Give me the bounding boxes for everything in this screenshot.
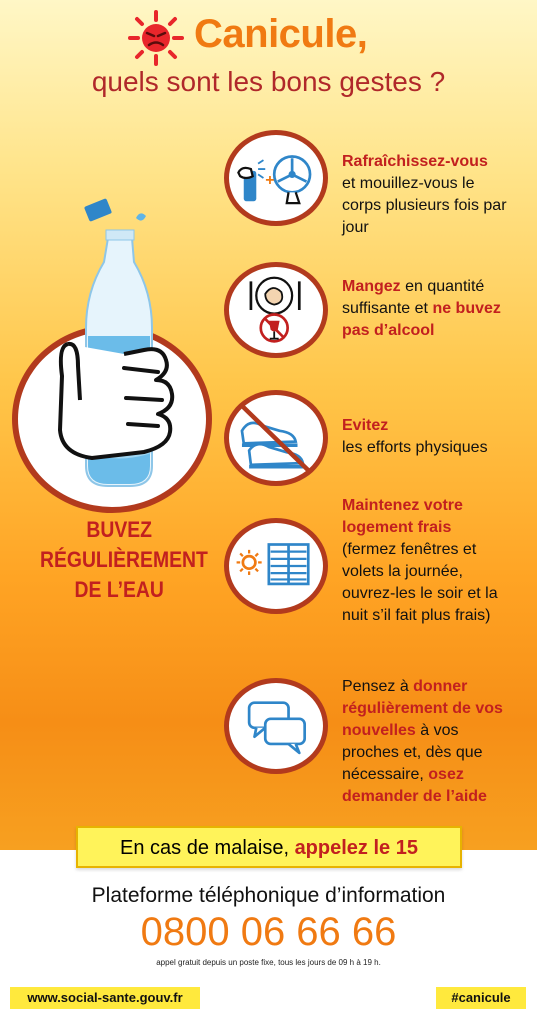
tip-4-rest: (fermez fenêtres et volets la journée, ouvrez-les le soir et la nuit s’il fait plus frais) bbox=[342, 541, 498, 624]
tip-4-highlight: Maintenez votre logement frais bbox=[342, 497, 463, 536]
tip-5-text-2: à vos proches et, dès que nécessaire, bbox=[342, 722, 483, 783]
tip-2-highlight-1: Mangez bbox=[342, 278, 401, 295]
tip-2-text bbox=[342, 276, 532, 342]
tip-3-text bbox=[342, 415, 532, 459]
tip-5-highlight-2: osez demander de l’aide bbox=[342, 766, 487, 805]
tip-4-circle bbox=[224, 518, 328, 614]
phone-number[interactable]: 0800 06 66 66 bbox=[140, 910, 397, 954]
tip-4-text bbox=[342, 495, 522, 627]
tip-3-circle bbox=[224, 390, 328, 486]
no-sneakers-icon bbox=[229, 395, 323, 481]
svg-text:+: + bbox=[265, 171, 275, 190]
tip-5-text-1: Pensez à bbox=[342, 678, 414, 695]
sun-and-shutters-icon bbox=[229, 523, 323, 609]
speech-bubbles-icon bbox=[229, 683, 323, 769]
water-bottle-icon bbox=[20, 196, 200, 496]
platform-heading: Plateforme téléphonique d’information bbox=[91, 884, 446, 907]
main-tip-text bbox=[40, 515, 208, 605]
tip-5-highlight-1: donner régulièrement de vos nouvelles bbox=[342, 678, 503, 739]
tip-5-circle bbox=[224, 678, 328, 774]
angry-sun-icon bbox=[128, 10, 184, 66]
website-link[interactable]: www.social-sante.gouv.fr bbox=[10, 987, 200, 1009]
tip-5-text bbox=[342, 676, 518, 808]
plate-and-no-wine-icon bbox=[229, 267, 323, 353]
page-subtitle: quels sont les bons gestes ? bbox=[91, 66, 446, 97]
page-title: Canicule, bbox=[194, 12, 368, 56]
emergency-number: appelez le 15 bbox=[294, 837, 418, 859]
hashtag-badge: #canicule bbox=[436, 987, 526, 1009]
tip-1-circle bbox=[224, 130, 328, 226]
tip-1-text bbox=[342, 151, 532, 239]
tip-2-circle bbox=[224, 262, 328, 358]
main-tip-line3: DE L’EAU bbox=[74, 577, 164, 602]
tip-2-text-1: en quantité suffisante et bbox=[342, 278, 485, 317]
main-tip-line2: RÉGULIÈREMENT bbox=[40, 547, 208, 572]
emergency-banner bbox=[76, 826, 462, 868]
spray-and-fan-icon bbox=[229, 135, 323, 221]
tip-2-highlight-2: ne buvez pas d’alcool bbox=[342, 300, 501, 339]
tip-1-rest: et mouillez-vous le corps plusieurs fois par jour bbox=[342, 175, 507, 236]
tip-3-highlight: Evitez bbox=[342, 417, 389, 434]
tip-3-rest: les efforts physiques bbox=[342, 439, 488, 456]
call-info: appel gratuit depuis un poste fixe, tous les jours de 09 h à 19 h. bbox=[156, 958, 381, 967]
emergency-text: En cas de malaise, bbox=[120, 837, 295, 859]
tip-1-highlight: Rafraîchissez-vous bbox=[342, 153, 488, 170]
main-tip-line1: BUVEZ bbox=[86, 517, 153, 542]
